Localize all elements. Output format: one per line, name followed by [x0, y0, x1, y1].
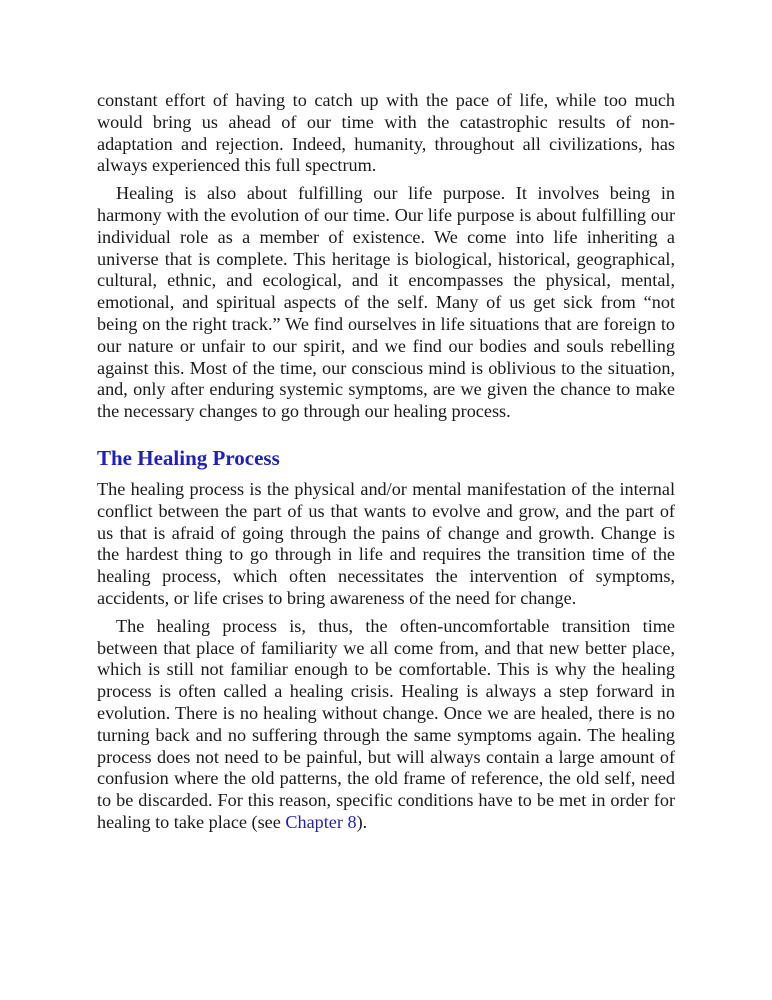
- section-heading: The Healing Process: [97, 445, 280, 470]
- paragraph-transition-end: ).: [356, 811, 368, 832]
- paragraph-life-purpose: Healing is also about fulfilling our life purpose. It involves being in harmony with the evolution of our time. Our life purpose is about fulfilling our individual role as a member of existence. We come into life inheriting a universe that is complete. This heritage is biological, historical, geographical, cultural, ethnic, and ecological, and it encompasses the physical, mental, emotional, and spiritual aspects of the self. Many of us get sick from “not being on the right track.” We find ourselves in life situations that are foreign to our nature or unfair to our spirit, and we find our bodies and souls rebelling against this. Most of the time, our conscious mind is oblivious to the situation, and, only after enduring systemic symptoms, are we given the chance to make the necessary changes to go through our healing process.: [97, 183, 675, 422]
- paragraph-continued: constant effort of having to catch up with the pace of life, while too much would bring us ahead of our time with the catastrophic results of non-adaptation and rejection. Indeed, humanity, throughout all civilizations, has always experienced this full spectrum.: [97, 90, 675, 176]
- paragraph-transition-time: [97, 616, 675, 834]
- page-content: [97, 90, 675, 840]
- chapter-link[interactable]: Chapter 8: [285, 811, 357, 832]
- paragraph-healing-process: The healing process is the physical and/or mental manifestation of the internal conflict between the part of us that wants to evolve and grow, and the part of us that is afraid of going through the pains of change and growth. Change is the hardest thing to go through in life and requires the transition time of the healing process, which often necessitates the intervention of symptoms, accidents, or life crises to bring awareness of the need for change.: [97, 478, 675, 608]
- paragraph-transition-text: The healing process is, thus, the often-uncomfortable transition time between that place of familiarity we all come from, and that new better place, which is still not familiar enough to be comfortable. This is why the healing process is often called a healing crisis. Healing is always a step forward in evolution. There is no healing without change. Once we are healed, there is no turning back and no suffering through the same symptoms again. The healing process does not need to be painful, but will always contain a large amount of confusion where the old patterns, the old frame of reference, the old self, need to be discarded. For this reason, specific conditions have to be met in order for healing to take place (see: [97, 615, 675, 832]
